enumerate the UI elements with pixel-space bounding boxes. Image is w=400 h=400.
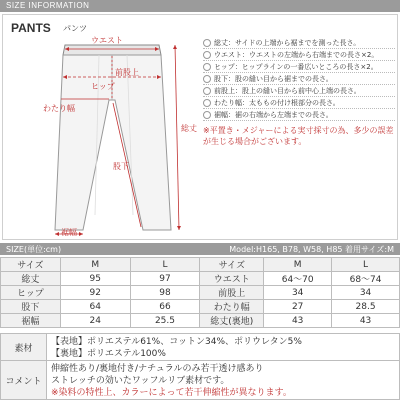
measurement-legend	[203, 37, 395, 147]
length-label: 総丈	[181, 124, 197, 133]
thigh-label: わたり幅	[43, 104, 75, 113]
measure-icon	[203, 63, 211, 71]
table-cell: 27	[264, 300, 332, 314]
material-label: 素材	[1, 334, 47, 360]
material-section	[0, 333, 400, 361]
pants-title: PANTS	[11, 21, 51, 35]
material-line: 【裏地】ポリエステル100%	[51, 349, 166, 359]
table-cell: 97	[130, 272, 200, 286]
comment-label: コメント	[1, 361, 47, 399]
waist-label: ウエスト	[91, 36, 123, 45]
legend-item: 総丈：サイドの上端から裾までを測った長さ。	[203, 37, 395, 49]
comment-section	[0, 360, 400, 400]
pants-diagram-panel	[2, 14, 398, 240]
comment-warning: ※染料の特性上、カラーによって若干伸縮性が異なります。	[51, 388, 292, 398]
legend-item: ウエスト：ウエストの左端から右端までの長さ×2。	[203, 49, 395, 61]
table-row	[1, 314, 400, 328]
measure-icon	[203, 75, 211, 83]
inseam-label: 股下	[113, 162, 129, 171]
comment-line: 伸縮性あり/裏地付き/ナチュラルのみ若干透け感あり	[51, 364, 264, 374]
measure-icon	[203, 39, 211, 47]
pants-illustration	[3, 15, 199, 241]
table-cell: 34	[264, 286, 332, 300]
measure-icon	[203, 87, 211, 95]
table-cell: 24	[60, 314, 130, 328]
table-cell: 92	[60, 286, 130, 300]
table-cell: 34	[332, 286, 400, 300]
legend-item: わたり幅：太ももの付け根部分の長さ。	[203, 97, 395, 109]
size-unit-label: SIZE(単位:cm)	[6, 245, 62, 254]
table-cell: 43	[264, 314, 332, 328]
header-cell: M	[60, 258, 130, 272]
table-cell: 98	[130, 286, 200, 300]
measurement-note: ※平置き・メジャーによる実寸採寸の為、多少の誤差が生じる場合がございます。	[203, 126, 394, 146]
size-information-header	[0, 0, 400, 12]
header-cell: サイズ	[1, 258, 61, 272]
row-label: 総丈(裏地)	[200, 314, 264, 328]
table-cell: 25.5	[130, 314, 200, 328]
table-cell: 64〜70	[264, 272, 332, 286]
legend-item: ヒップ：ヒップラインの一番広いところの長さ×2。	[203, 61, 395, 73]
table-cell: 64	[60, 300, 130, 314]
comment-line: ストレッチの効いたワッフルリブ素材です。	[51, 376, 230, 386]
header-cell: M	[264, 258, 332, 272]
legend-item: 股下：股の縫い目から裾までの長さ。	[203, 73, 395, 85]
hip-label: ヒップ	[91, 82, 115, 91]
size-bar	[0, 243, 400, 255]
front-rise-label: 前股上	[115, 68, 139, 77]
table-cell: 68〜74	[332, 272, 400, 286]
header-title: SIZE INFORMATION	[6, 1, 90, 10]
row-label: ヒップ	[1, 286, 61, 300]
hem-label: 裾幅	[61, 228, 77, 237]
table-row	[1, 300, 400, 314]
measure-icon	[203, 111, 211, 119]
header-cell: L	[332, 258, 400, 272]
table-cell: 66	[130, 300, 200, 314]
table-cell: 95	[60, 272, 130, 286]
legend-item: 前股上：股上の縫い目から前中心上端の長さ。	[203, 85, 395, 97]
row-label: 前股上	[200, 286, 264, 300]
row-label: ウエスト	[200, 272, 264, 286]
table-cell: 28.5	[332, 300, 400, 314]
table-row	[1, 272, 400, 286]
comment-text	[47, 361, 399, 399]
legend-item: 裾幅：裾の右端から左端までの長さ。	[203, 109, 395, 121]
header-cell: L	[130, 258, 200, 272]
row-label: 股下	[1, 300, 61, 314]
table-row	[1, 286, 400, 300]
pants-subtitle: パンツ	[63, 24, 87, 33]
header-cell: サイズ	[200, 258, 264, 272]
measure-icon	[203, 99, 211, 107]
material-text	[47, 334, 399, 360]
measure-icon	[203, 51, 211, 59]
row-label: わたり幅	[200, 300, 264, 314]
model-info: Model:H165, B78, W58, H85 着用サイズ:M	[229, 245, 394, 254]
size-table	[0, 257, 400, 328]
table-header-row	[1, 258, 400, 272]
material-line: 【表地】ポリエステル61%、コットン34%、ポリウレタン5%	[51, 337, 302, 347]
row-label: 裾幅	[1, 314, 61, 328]
table-cell: 43	[332, 314, 400, 328]
row-label: 総丈	[1, 272, 61, 286]
